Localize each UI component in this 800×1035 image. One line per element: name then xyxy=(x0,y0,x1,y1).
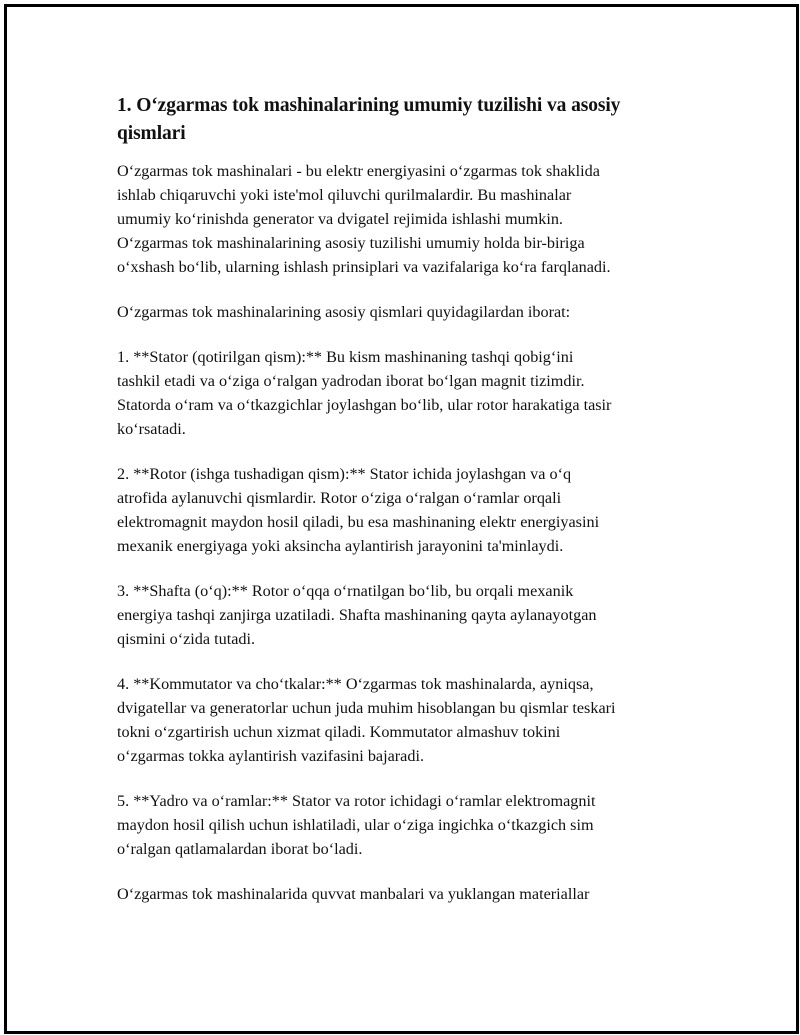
paragraph-stator xyxy=(117,345,697,441)
text-line: maydon hosil qilish uchun ishlatiladi, ular o‘ziga ingichka o‘tkazgich sim xyxy=(117,816,594,834)
text-line: 3. **Shafta (o‘q):** Rotor o‘qqa o‘rnatilgan bo‘lib, bu orqali mexanik xyxy=(117,582,574,600)
text-line: o‘ralgan qatlamalardan iborat bo‘ladi. xyxy=(117,840,363,858)
text-line: 4. **Kommutator va cho‘tkalar:** O‘zgarmas tok mashinalarda, ayniqsa, xyxy=(117,675,594,693)
text-line: O‘zgarmas tok mashinalarining asosiy qismlari quyidagilardan iborat: xyxy=(117,303,571,321)
text-line: O‘zgarmas tok mashinalarining asosiy tuzilishi umumiy holda bir-biriga xyxy=(117,234,585,252)
text-line: dvigatellar va generatorlar uchun juda muhim hisoblangan bu qismlar teskari xyxy=(117,699,616,717)
title-line: qismlari xyxy=(117,123,186,144)
text-line: O‘zgarmas tok mashinalari - bu elektr energiyasini o‘zgarmas tok shaklida xyxy=(117,162,600,180)
text-line: 1. **Stator (qotirilgan qism):** Bu kism mashinaning tashqi qobig‘ini xyxy=(117,348,574,366)
document-body xyxy=(117,92,697,927)
paragraph-rotor xyxy=(117,462,697,558)
paragraph-yadro xyxy=(117,789,697,861)
document-title xyxy=(117,92,697,148)
text-line: tokni o‘zgartirish uchun xizmat qiladi. Kommutator almashuv tokini xyxy=(117,723,561,741)
text-line: energiya tashqi zanjirga uzatiladi. Shafta mashinaning qayta aylanayotgan xyxy=(117,606,597,624)
text-line: 5. **Yadro va o‘ramlar:** Stator va rotor ichidagi o‘ramlar elektromagnit xyxy=(117,792,596,810)
text-line: umumiy ko‘rinishda generator va dvigatel rejimida ishlashi mumkin. xyxy=(117,210,563,228)
text-line: O‘zgarmas tok mashinalarida quvvat manbalari va yuklangan materiallar xyxy=(117,885,590,903)
text-line: atrofida aylanuvchi qismlardir. Rotor o‘ziga o‘ralgan o‘ramlar orqali xyxy=(117,489,562,507)
paragraph-closing xyxy=(117,882,697,906)
text-line: ishlab chiqaruvchi yoki iste'mol qiluvchi qurilmalardir. Bu mashinalar xyxy=(117,186,572,204)
text-line: qismini o‘zida tutadi. xyxy=(117,630,256,648)
paragraph-parts-intro xyxy=(117,300,697,324)
text-line: o‘zgarmas tokka aylantirish vazifasini bajaradi. xyxy=(117,747,424,765)
text-line: tashkil etadi va o‘ziga o‘ralgan yadrodan iborat bo‘lgan magnit tizimdir. xyxy=(117,372,585,390)
text-line: elektromagnit maydon hosil qiladi, bu esa mashinaning elektr energiyasini xyxy=(117,513,600,531)
title-line: 1. O‘zgarmas tok mashinalarining umumiy tuzilishi va asosiy xyxy=(117,95,621,116)
text-line: ko‘rsatadi. xyxy=(117,420,186,438)
text-line: Statorda o‘ram va o‘tkazgichlar joylashgan bo‘lib, ular rotor harakatiga tasir xyxy=(117,396,612,414)
text-line: mexanik energiyaga yoki aksincha aylantirish jarayonini ta'minlaydi. xyxy=(117,537,564,555)
paragraph-shafta xyxy=(117,579,697,651)
paragraph-kommutator xyxy=(117,672,697,768)
paragraph-intro xyxy=(117,159,697,279)
text-line: 2. **Rotor (ishga tushadigan qism):** Stator ichida joylashgan va o‘q xyxy=(117,465,572,483)
text-line: o‘xshash bo‘lib, ularning ishlash prinsiplari va vazifalariga ko‘ra farqlanadi. xyxy=(117,258,611,276)
